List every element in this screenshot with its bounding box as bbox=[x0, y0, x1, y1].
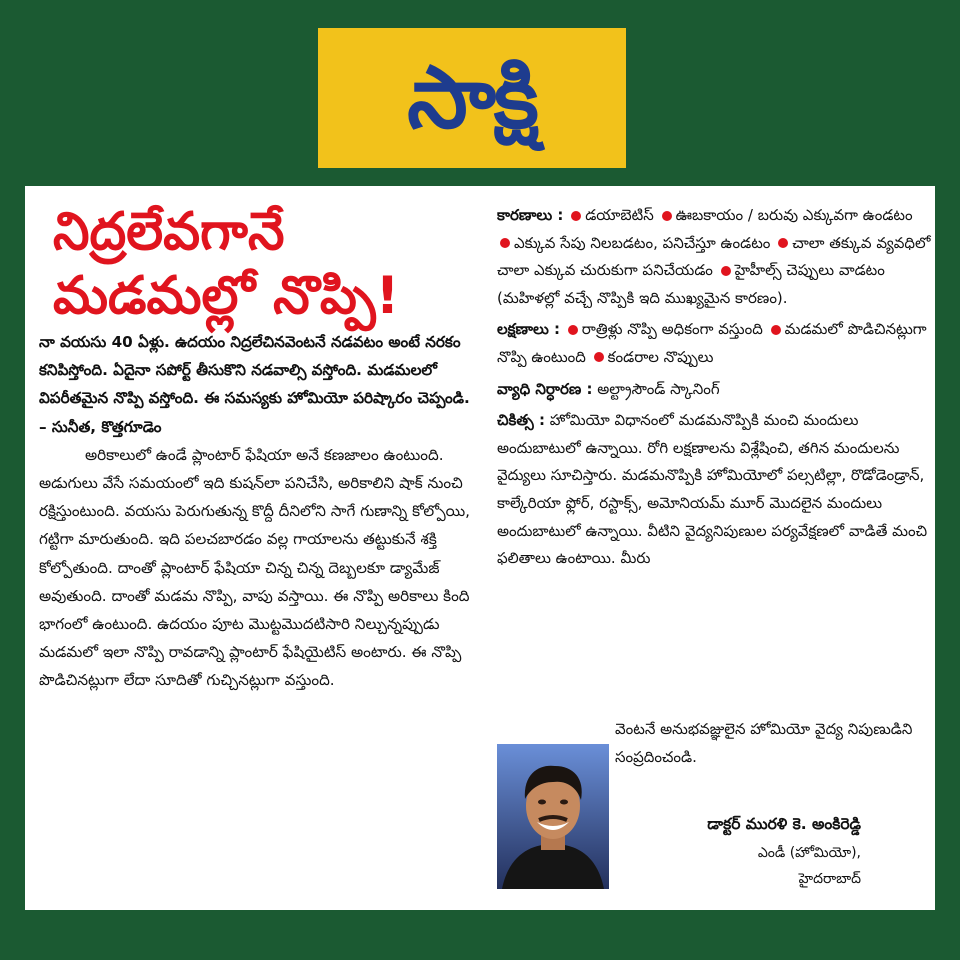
doctor-place: హైదరాబాద్ bbox=[798, 871, 861, 887]
bullet-icon bbox=[500, 238, 510, 248]
article-panel bbox=[25, 186, 935, 910]
cause-item: ఊబకాయం / బరువు ఎక్కువగా ఉండటం bbox=[675, 206, 913, 224]
reader-question: నా వయసు 40 ఏళ్లు. ఉదయం నిద్రలేచినవెంటనే నడవటం అంటే నరకం కనిపిస్తోంది. ఏదైనా సపోర్ట్ తీసుకొని నడవాల్సి వస్తోంది. మడమలలో విపరీతమైన నొప్పి వస్తోంది. ఈ సమస్యకు హోమియో పరిష్కారం చెప్పండి. bbox=[39, 333, 470, 408]
bullet-icon bbox=[571, 211, 581, 221]
doctor-byline bbox=[621, 808, 861, 892]
right-column bbox=[497, 202, 931, 577]
bullet-icon bbox=[662, 211, 672, 221]
cause-item: డయాబెటిస్ bbox=[585, 206, 654, 224]
diagnosis-text: అల్ట్రాసౌండ్ స్కానింగ్ bbox=[597, 379, 720, 398]
headline-line-2: మడమల్లో నొప్పి! bbox=[53, 266, 400, 326]
doctor-photo bbox=[497, 744, 609, 889]
causes-section bbox=[497, 202, 931, 312]
symptom-item: మడమలో పొడిచినట్లుగా నొప్పి ఉంటుంది bbox=[497, 320, 927, 366]
treatment-section bbox=[497, 407, 931, 573]
doctor-portrait-icon bbox=[497, 744, 609, 889]
question-asker: – సునీత, కొత్తగూడెం bbox=[39, 417, 162, 436]
doctor-name: డాక్టర్ మురళి కె. అంకిరెడ్డి bbox=[707, 815, 861, 833]
bullet-icon bbox=[721, 266, 731, 276]
answer-text: అరికాలులో ఉండే ప్లాంటార్ ఫేషియా అనే కణజాలం ఉంటుంది. అడుగులు వేసే సమయంలో ఇది కుషన్‌లా పనిచేసి, అరికాలిని షాక్ నుంచి రక్షిస్తుంటుంది. వయసు పెరుగుతున్న కొద్దీ దీనిలోని సాగే గుణాన్ని కోల్పోయి, గట్టిగా మారుతుంది. ఇది పలచబారడం వల్ల గాయాలను తట్టుకునే శక్తి కోల్పోతుంది. దాంతో ప్లాంటార్ ఫేషియా చిన్న చిన్న దెబ్బలకూ డ్యామేజ్ అవుతుంది. దాంతో మడమ నొప్పి, వాపు వస్తాయి. ఈ నొప్పి అరికాలు కింది భాగంలో ఉంటుంది. ఉదయం పూట మొట్టమొదటిసారి నిల్చున్నప్పుడు మడమలో ఇలా నొప్పి రావడాన్ని ప్లాంటార్ ఫేషియైటిస్ అంటారు. ఈ నొప్పి పొడిచినట్లుగా లేదా సూదితో గుచ్చినట్లుగా వస్తుంది. bbox=[39, 445, 471, 690]
treatment-text: హోమియో విధానంలో మడమనొప్పికి మంచి మందులు అందుబాటులో ఉన్నాయి. రోగి లక్షణాలను విశ్లేషించి, తగిన మందులను వైద్యులు సూచిస్తారు. మడమనొప్పికి హోమియోలో పల్సటిల్లా, రొడోడెండ్రాన్, కాల్కేరియా ఫ్లోర్, రస్టాక్స్, అమోనియమ్ మూర్ మొదలైన మందులు అందుబాటులో ఉన్నాయి. వీటిని వైద్యనిపుణుల పర్యవేక్షణలో వాడితే మంచి ఫలితాలు ఉంటాయి. మీరు bbox=[497, 411, 928, 568]
bullet-icon bbox=[778, 238, 788, 248]
bullet-icon bbox=[594, 352, 604, 362]
headline-line-1: నిద్రలేవగానే bbox=[53, 202, 285, 262]
causes-label: కారణాలు : bbox=[497, 206, 564, 224]
treatment-label: చికిత్స : bbox=[497, 411, 545, 430]
headline bbox=[53, 200, 503, 328]
bullet-icon bbox=[568, 325, 578, 335]
diagnosis-label: వ్యాధి నిర్ధారణ : bbox=[497, 379, 593, 398]
symptoms-section bbox=[497, 316, 931, 371]
diagnosis-section bbox=[497, 376, 931, 404]
symptom-item: రాత్రిళ్లు నొప్పి అధికంగా వస్తుంది bbox=[581, 320, 763, 339]
left-column bbox=[39, 328, 494, 695]
bullet-icon bbox=[771, 325, 781, 335]
symptom-item: కండరాల నొప్పులు bbox=[607, 347, 714, 366]
cause-item: హైహీల్స్ చెప్పులు వాడటం (మహిళల్లో వచ్చే నొప్పికి ఇది ముఖ్యమైన కారణం). bbox=[497, 261, 885, 307]
symptoms-label: లక్షణాలు : bbox=[497, 320, 560, 339]
logo-text: సాక్షి bbox=[407, 48, 537, 148]
treatment-tail: వెంటనే అనుభవజ్ఞులైన హోమియో వైద్య నిపుణుడిని సంప్రదించండి. bbox=[615, 720, 913, 766]
cause-item: చాలా తక్కువ వ్యవధిలో చాలా ఎక్కువ చురుకుగా పనిచేయడం bbox=[497, 233, 931, 280]
masthead-logo bbox=[318, 28, 626, 168]
doctor-qualification: ఎండీ (హోమియో), bbox=[757, 845, 861, 861]
cause-item: ఎక్కువ సేపు నిలబడటం, పనిచేస్తూ ఉండటం bbox=[514, 233, 771, 252]
